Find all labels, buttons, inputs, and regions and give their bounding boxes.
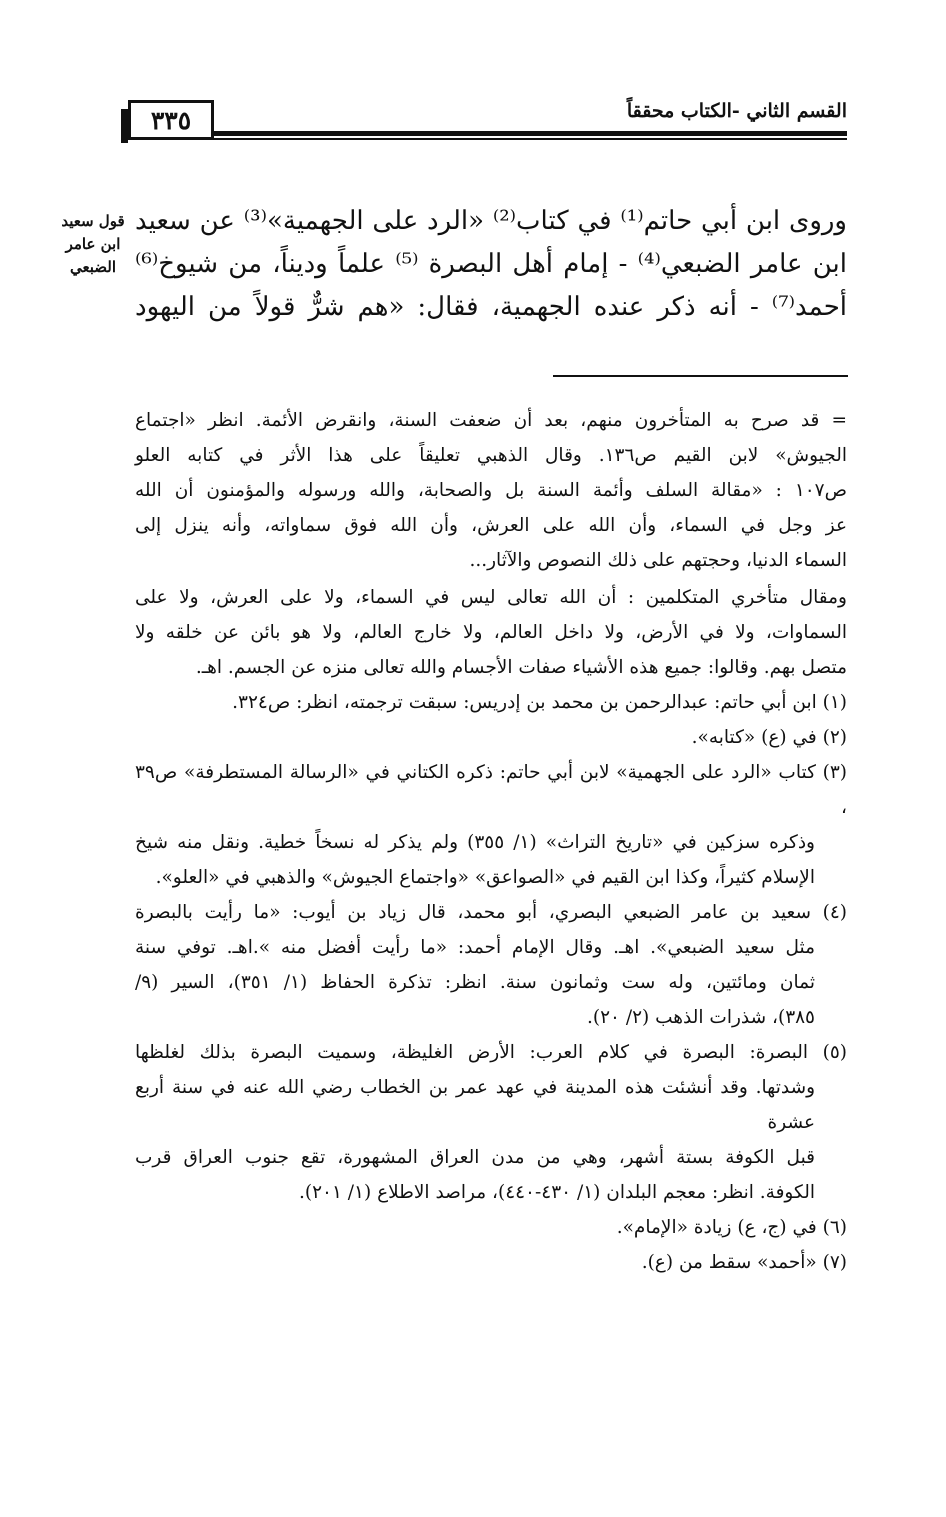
footnote-line: الإسلام كثيراً، وكذا ابن القيم في «الصواعق» «واجتماع الجيوش» والذهبي في «العلو». xyxy=(155,867,815,888)
footnote-continuation xyxy=(135,403,847,578)
footnote-line: (٢) في (ع) «كتابه». xyxy=(691,727,847,748)
footnote-line: (٣) كتاب «الرد على الجهمية» لابن أبي حاتم: ذكره الكتاني في «الرسالة المستطرفة» ص٣٩ ، xyxy=(135,762,847,818)
footnote-line: قبل الكوفة بستة أشهر، وهي من مدن العراق المشهورة، تقع جنوب العراق قرب xyxy=(135,1147,815,1168)
footnote-line: ومقال متأخري المتكلمين : أن الله تعالى ليس في السماء، ولا على العرش، ولا على xyxy=(135,587,847,608)
footnote-6 xyxy=(135,1210,847,1245)
footnote-line: (٦) في (ج، ع) زيادة «الإمام». xyxy=(616,1217,847,1238)
footnote-line: (٤) سعيد بن عامر الضبعي البصري، أبو محمد، قال زياد بن أيوب: «ما رأيت بالبصرة xyxy=(135,902,847,923)
main-text-line: ابن عامر الضبعي⁽⁴⁾ - إمام أهل البصرة ⁽⁵⁾ علماً وديناً، من شيوخ⁽⁶⁾ xyxy=(135,249,847,279)
footnote-line: ٣٨٥)، شذرات الذهب (٢/ ٢٠). xyxy=(586,1007,815,1028)
footnote-line: (٥) البصرة: البصرة في كلام العرب: الأرض الغليظة، وسميت البصرة بذلك لغلظها xyxy=(135,1042,847,1063)
page-number: ٣٣٥ xyxy=(128,100,214,140)
margin-note-line: ابن عامر xyxy=(65,235,121,253)
footnote-separator xyxy=(553,375,848,377)
footnote-line: وذكره سزكين في «تاريخ التراث» (١/ ٣٥٥) ولم يذكر له نسخاً خطية. ونقل منه شيخ xyxy=(135,832,815,853)
footnote-line: السماء الدنيا، وحجتهم على ذلك النصوص والآثار... xyxy=(469,550,847,571)
footnote-line: ص١٠٧ : «مقالة السلف وأئمة السنة بل والصحابة، والله ورسوله والمؤمنون أن الله xyxy=(135,480,847,501)
margin-note xyxy=(58,210,128,279)
footnotes xyxy=(135,403,847,1280)
margin-note-line: الضبعي xyxy=(69,258,116,276)
footnote-3 xyxy=(135,755,847,895)
footnote-line: عز وجل في السماء، وأن الله على العرش، وأن الله فوق سماواته، وأنه ينزل إلى xyxy=(135,515,847,536)
footnote-line: = قد صرح به المتأخرون منهم، بعد أن ضعفت السنة، وانقرض الأئمة. انظر «اجتماع xyxy=(135,410,847,431)
footnote-line: مثل سعيد الضبعي». اهـ. وقال الإمام أحمد: «ما رأيت أفضل منه ».اهـ. توفي سنة xyxy=(135,937,815,958)
main-text-line: وروى ابن أبي حاتم⁽¹⁾ في كتاب⁽²⁾ «الرد على الجهمية»⁽³⁾ عن سعيد xyxy=(135,206,847,236)
main-text-line: أحمد⁽⁷⁾ - أنه ذكر عنده الجهمية، فقال: «هم شرٌّ قولاً من اليهود xyxy=(135,292,847,322)
footnote-line: متصل بهم. وقالوا: جميع هذه الأشياء صفات الأجسام والله تعالى منزه عن الجسم. اهـ. xyxy=(195,657,847,678)
footnote-line: الجيوش» لابن القيم ص١٣٦. وقال الذهبي تعليقاً على هذا الأثر في كتابه العلو xyxy=(135,445,847,466)
main-paragraph xyxy=(135,200,847,329)
footnote-line: (٧) «أحمد» سقط من (ع). xyxy=(641,1252,847,1273)
page-header xyxy=(112,100,847,146)
footnote-2 xyxy=(135,720,847,755)
footnote-line: وشدتها. وقد أنشئت هذه المدينة في عهد عمر بن الخطاب رضي الله عنه في سنة أربع عشرة xyxy=(135,1077,815,1133)
footnote-line: (١) ابن أبي حاتم: عبدالرحمن بن محمد بن إدريس: سبقت ترجمته، انظر: ص٣٢٤. xyxy=(232,692,847,713)
footnote-7 xyxy=(135,1245,847,1280)
footnote-line: السماوات، ولا في الأرض، ولا داخل العالم، ولا خارج العالم، ولا هو بائن عن خلقه ولا xyxy=(135,622,847,643)
footnote-1 xyxy=(135,685,847,720)
footnote-line: الكوفة. انظر: معجم البلدان (١/ ٤٣٠-٤٤٠)، مراصد الاطلاع (١/ ٢٠١). xyxy=(298,1182,815,1203)
header-rule xyxy=(214,131,847,140)
footnote-continuation-2 xyxy=(135,580,847,685)
running-title: القسم الثاني -الكتاب محققاً xyxy=(626,100,847,122)
footnote-5 xyxy=(135,1035,847,1210)
footnote-4 xyxy=(135,895,847,1035)
margin-note-line: قول سعيد xyxy=(61,212,125,230)
footnote-line: ثمان ومائتين، وله ست وثمانون سنة. انظر: تذكرة الحفاظ (١/ ٣٥١)، السير (٩/ xyxy=(135,972,815,993)
